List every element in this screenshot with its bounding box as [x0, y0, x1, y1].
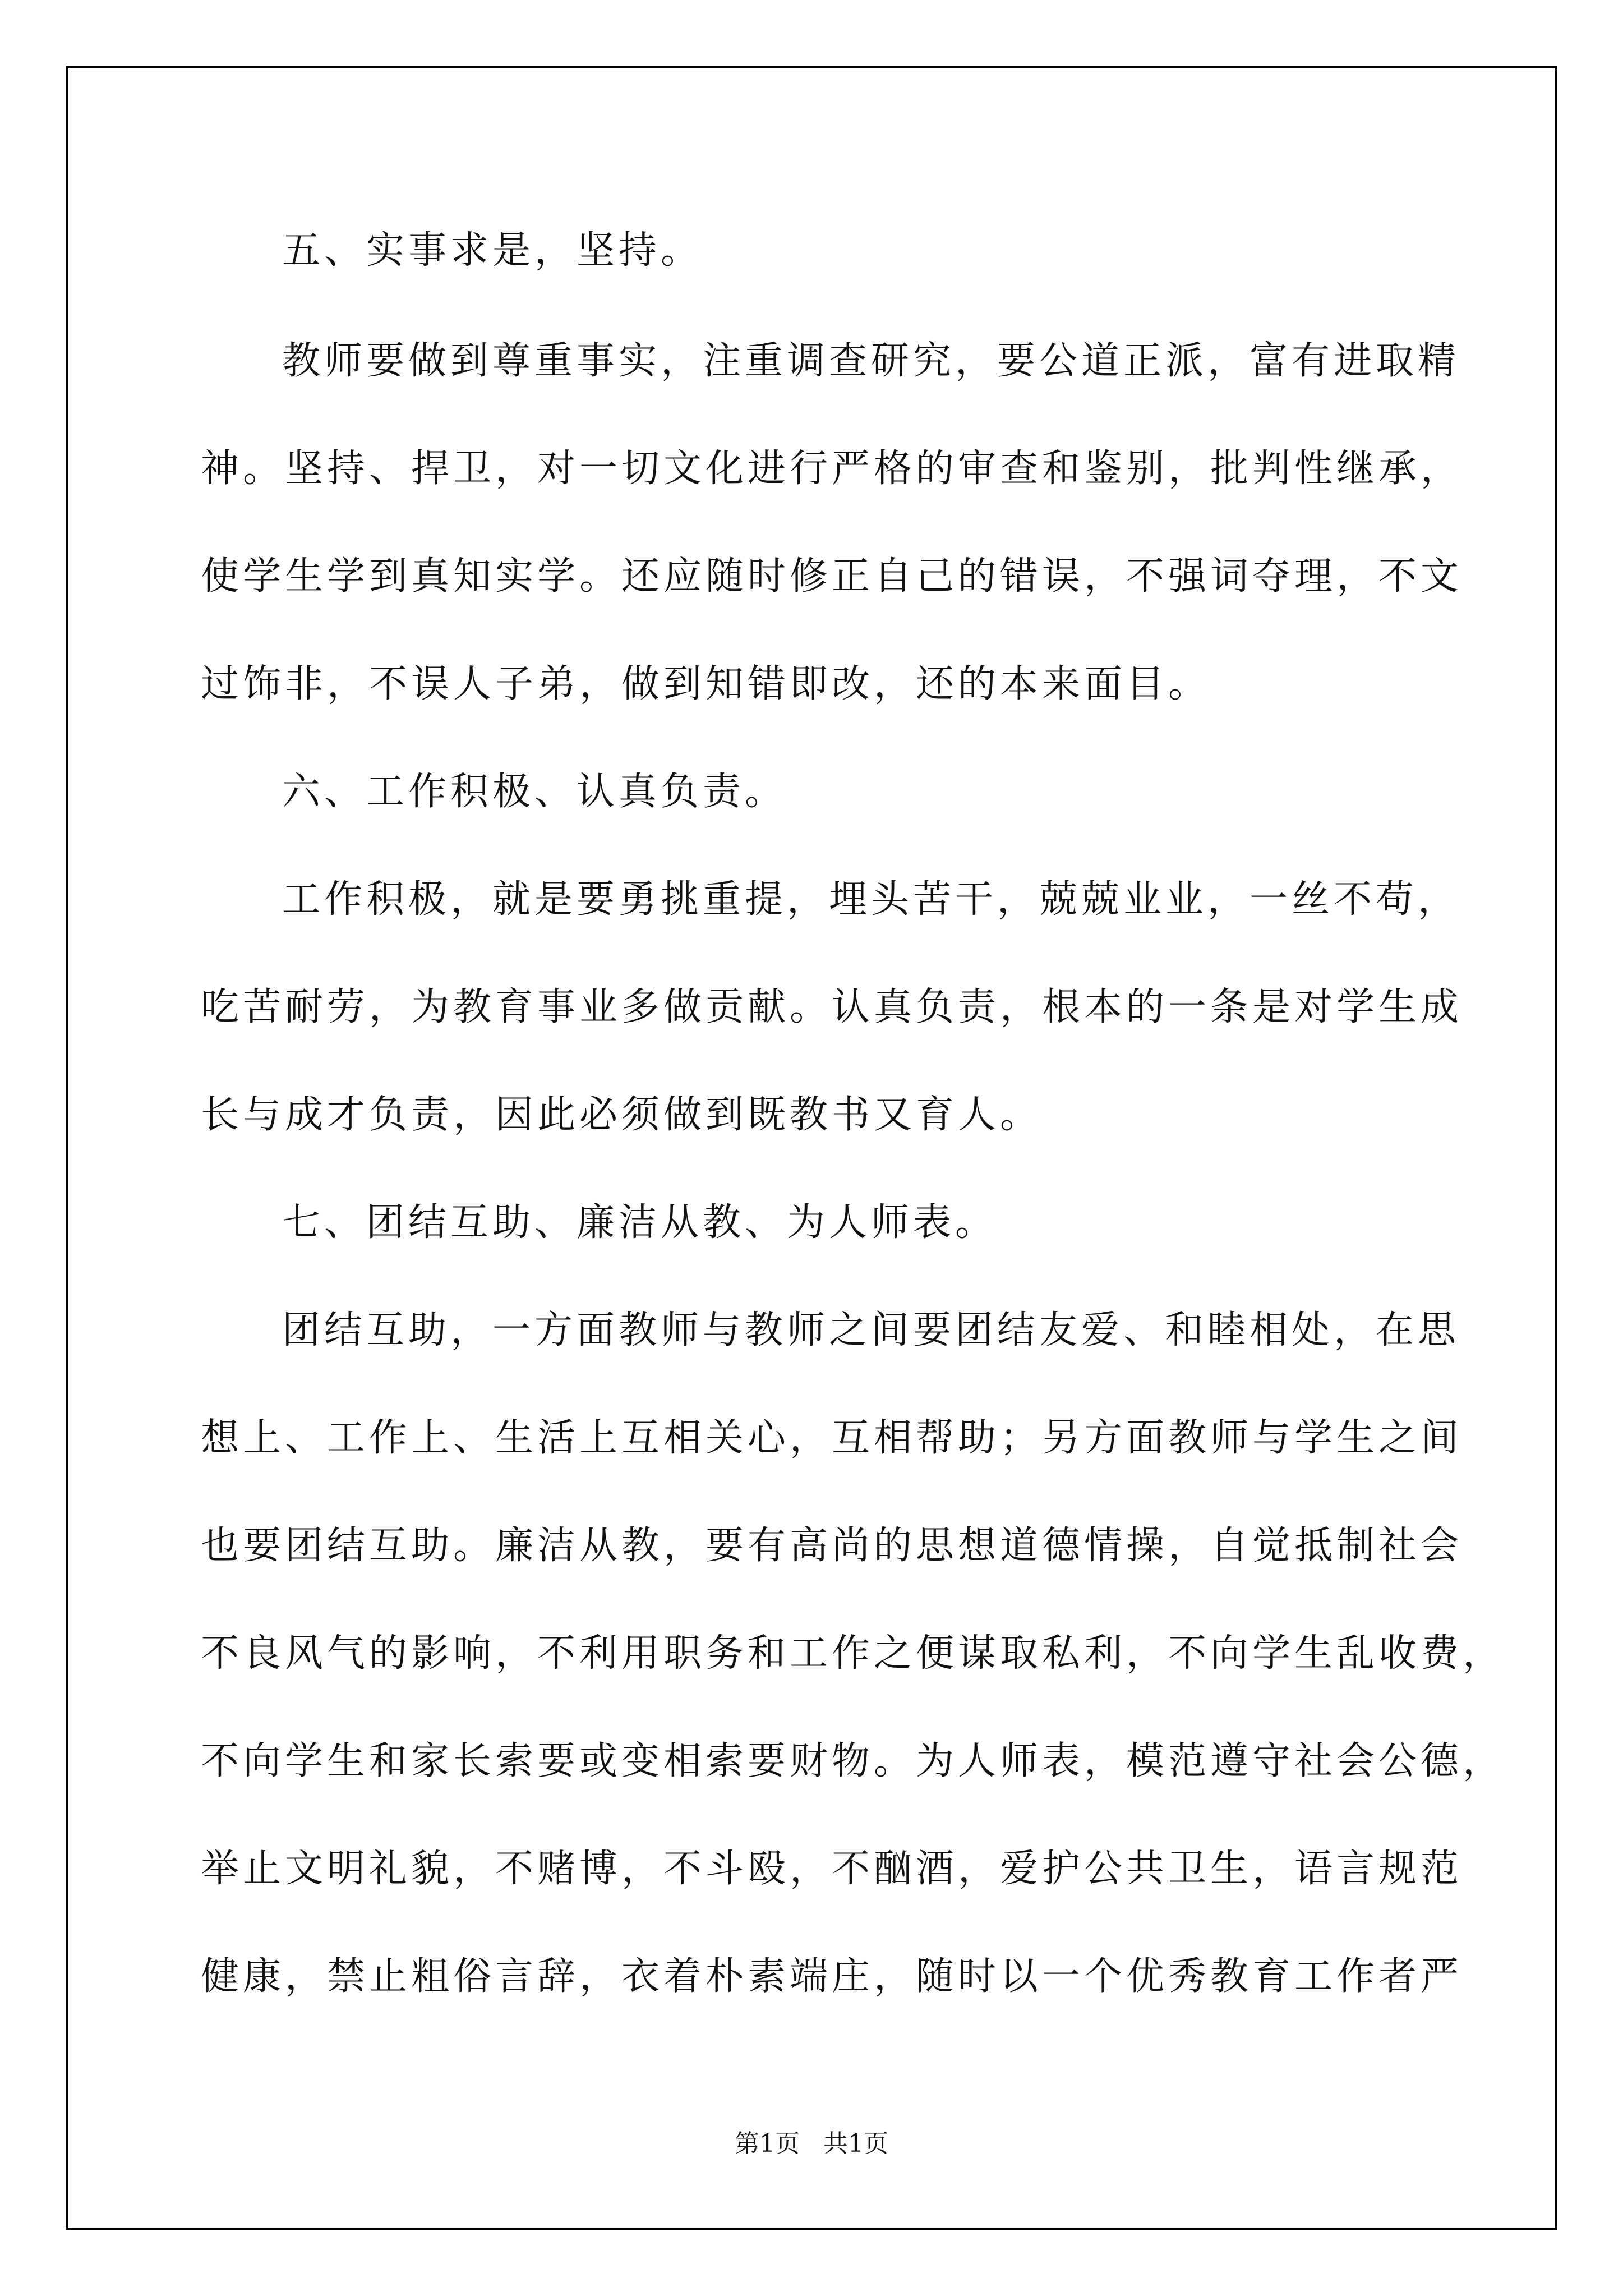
page-border — [66, 66, 1557, 2230]
paragraph-line: 神。坚持、捍卫，对一切文化进行严格的审查和鉴别，批判性继承， — [201, 447, 1463, 491]
paragraph-line: 使学生学到真知实学。还应随时修正自己的错误，不强词夺理，不文 — [201, 554, 1463, 599]
paragraph-line: 工作积极，就是要勇挑重提，埋头苦干，兢兢业业，一丝不苟， — [282, 877, 1460, 922]
paragraph-line: 也要团结互助。廉洁从教，要有高尚的思想道德情操，自觉抵制社会 — [201, 1524, 1463, 1568]
paragraph-line: 不良风气的影响，不利用职务和工作之便谋取私利，不向学生乱收费， — [201, 1631, 1505, 1676]
paragraph-line: 举止文明礼貌，不赌博，不斗殴，不酗酒，爱护公共卫生，语言规范 — [201, 1847, 1463, 1891]
paragraph-line: 想上、工作上、生活上互相关心，互相帮助；另方面教师与学生之间 — [201, 1416, 1463, 1460]
paragraph-line: 吃苦耐劳，为教育事业多做贡献。认真负责，根本的一条是对学生成 — [201, 985, 1463, 1029]
paragraph-line: 不向学生和家长索要或变相索要财物。为人师表，模范遵守社会公德， — [201, 1739, 1505, 1783]
heading-six: 六、工作积极、认真负责。 — [282, 770, 787, 814]
page-footer: 第1页 共1页 — [735, 2129, 888, 2158]
paragraph-line: 健康，禁止粗俗言辞，衣着朴素端庄，随时以一个优秀教育工作者严 — [201, 1954, 1463, 1999]
paragraph-line: 教师要做到尊重事实，注重调查研究，要公道正派，富有进取精 — [282, 339, 1460, 383]
heading-seven: 七、团结互助、廉洁从教、为人师表。 — [282, 1200, 998, 1245]
paragraph-line: 团结互助，一方面教师与教师之间要团结友爱、和睦相处，在思 — [282, 1308, 1460, 1352]
heading-five: 五、实事求是，坚持。 — [282, 228, 703, 273]
paragraph-line: 过饰非，不误人子弟，做到知错即改，还的本来面目。 — [201, 662, 1211, 706]
paragraph-line: 长与成才负责，因此必须做到既教书又育人。 — [201, 1093, 1043, 1137]
